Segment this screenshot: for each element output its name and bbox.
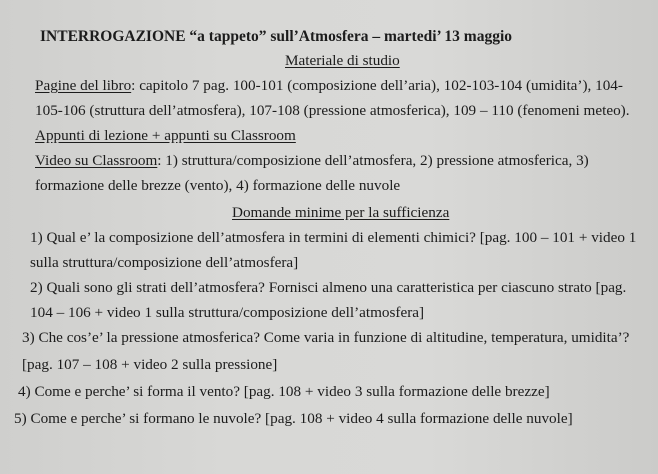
page-title: INTERROGAZIONE “a tappeto” sull’Atmosfera – martedi’ 13 maggio bbox=[40, 28, 513, 45]
question-3-line-2: [pag. 107 – 108 + video 2 sulla pressione] bbox=[22, 356, 278, 373]
video-line-2: formazione delle brezze (vento), 4) formazione delle nuvole bbox=[35, 177, 401, 194]
question-2-line-2: 104 – 106 + video 1 sulla struttura/composizione dell’atmosfera] bbox=[30, 304, 425, 321]
question-2-line-1: 2) Quali sono gli strati dell’atmosfera? Fornisci almeno una caratteristica per ciascuno strato [pag. bbox=[30, 279, 627, 296]
question-1-line-2: sulla struttura/composizione dell’atmosfera] bbox=[30, 254, 299, 271]
video-line-1-text: : 1) struttura/composizione dell’atmosfera, 2) pressione atmosferica, 3) bbox=[157, 152, 589, 169]
video-label: Video su Classroom bbox=[35, 152, 158, 169]
materiale-heading: Materiale di studio bbox=[285, 52, 400, 69]
libro-label: Pagine del libro bbox=[35, 77, 132, 94]
question-4: 4) Come e perche’ si forma il vento? [pag. 108 + video 3 sulla formazione delle brezze] bbox=[18, 383, 550, 400]
question-1-line-1: 1) Qual e’ la composizione dell’atmosfera in termini di elementi chimici? [pag. 100 – 101 + video 1 bbox=[30, 229, 637, 246]
domande-heading: Domande minime per la sufficienza bbox=[232, 204, 450, 221]
libro-line-2: 105-106 (struttura dell’atmosfera), 107-108 (pressione atmosferica), 109 – 110 (fenomeni meteo). bbox=[35, 102, 630, 119]
libro-line-1-text: : capitolo 7 pag. 100-101 (composizione dell’aria), 102-103-104 (umidita’), 104- bbox=[131, 77, 623, 94]
video-line-1 bbox=[35, 152, 589, 170]
appunti-line: Appunti di lezione + appunti su Classroom bbox=[35, 127, 296, 144]
question-5: 5) Come e perche’ si formano le nuvole? [pag. 108 + video 4 sulla formazione delle nuvole] bbox=[14, 410, 573, 427]
libro-line-1 bbox=[35, 77, 623, 95]
question-3-line-1: 3) Che cos’e’ la pressione atmosferica? Come varia in funzione di altitudine, temperatura, umidita’? bbox=[22, 329, 630, 346]
